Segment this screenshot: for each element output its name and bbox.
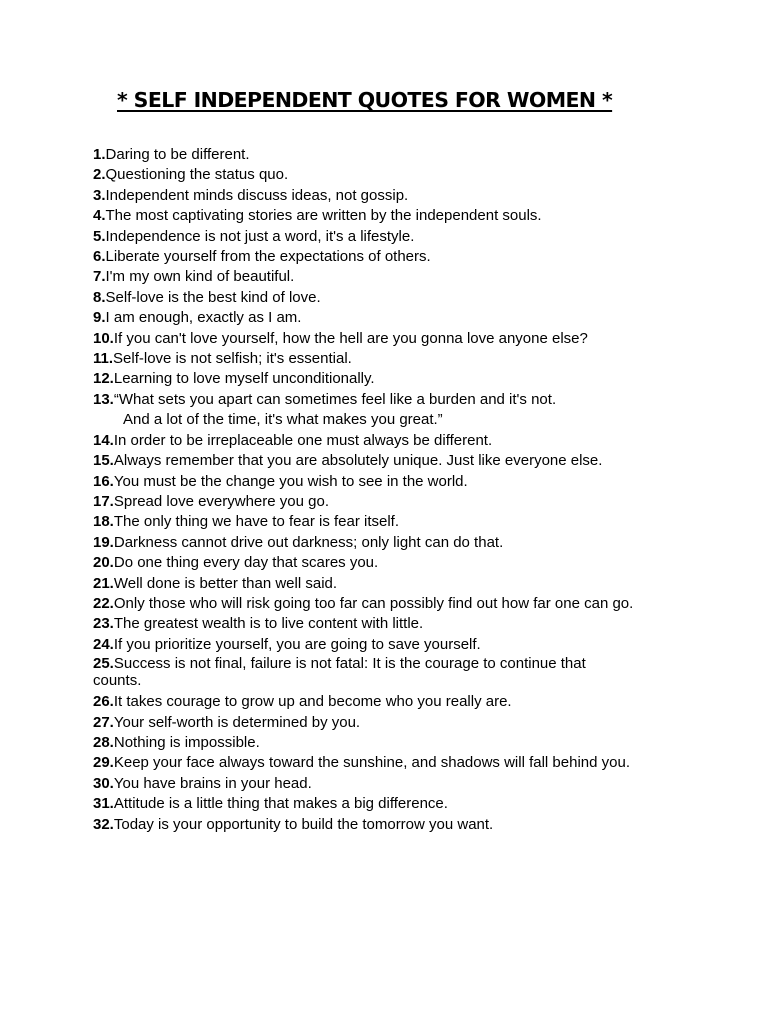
quote-item xyxy=(93,512,673,532)
quote-number: 21. xyxy=(93,574,114,592)
quote-item xyxy=(93,655,673,689)
quote-number: 28. xyxy=(93,733,114,751)
quote-number: 7. xyxy=(93,268,106,286)
quote-item xyxy=(93,451,673,471)
quote-number: 18. xyxy=(93,513,114,531)
quote-text: It takes courage to grow up and become who you really are. xyxy=(113,693,512,711)
quote-text: Self-love is the best kind of love. xyxy=(105,288,321,306)
quote-text: If you prioritize yourself, you are going to save yourself. xyxy=(113,635,481,653)
quote-text: Liberate yourself from the expectations of others. xyxy=(105,248,431,266)
quote-item xyxy=(93,431,673,451)
quote-continuation: And a lot of the time, it's what makes you great.” xyxy=(123,411,443,429)
quote-item xyxy=(93,492,673,512)
quote-item xyxy=(93,794,673,814)
quote-text: Daring to be different. xyxy=(105,146,250,163)
quote-text: “What sets you apart can sometimes feel like a burden and it's not. xyxy=(113,390,557,408)
quote-item xyxy=(93,227,673,247)
quote-text: Questioning the status quo. xyxy=(105,166,289,184)
quote-number: 32. xyxy=(93,815,114,833)
quote-text: Only those who will risk going too far can possibly find out how far one can go. xyxy=(113,594,634,612)
quote-text: Attitude is a little thing that makes a big difference. xyxy=(113,795,448,813)
quote-item xyxy=(93,390,673,431)
quote-number: 20. xyxy=(93,554,114,572)
quote-text: The most captivating stories are written by the independent souls. xyxy=(105,207,542,225)
quote-number: 24. xyxy=(93,635,114,653)
quote-text: Learning to love myself unconditionally. xyxy=(113,370,375,388)
quote-item xyxy=(93,733,673,753)
quote-number: 29. xyxy=(93,754,114,772)
quote-number: 17. xyxy=(93,492,114,510)
quote-item xyxy=(93,533,673,553)
quote-item xyxy=(93,472,673,492)
quote-text: Always remember that you are absolutely unique. Just like everyone else. xyxy=(113,452,603,470)
quote-text: Spread love everywhere you go. xyxy=(113,492,329,510)
quote-item xyxy=(93,753,673,773)
quote-number: 12. xyxy=(93,370,114,388)
quote-number: 23. xyxy=(93,615,114,633)
quote-text: I am enough, exactly as I am. xyxy=(105,309,302,327)
quote-item xyxy=(93,165,673,185)
quote-text: If you can't love yourself, how the hell are you gonna love anyone else? xyxy=(113,329,588,347)
quote-text: You have brains in your head. xyxy=(113,774,312,792)
quote-text: Success is not final, failure is not fatal: It is the courage to continue that xyxy=(113,655,586,673)
quote-number: 1. xyxy=(93,146,106,163)
quote-text: You must be the change you wish to see in the world. xyxy=(113,472,468,490)
quote-item xyxy=(93,692,673,712)
quote-item xyxy=(93,815,673,835)
quote-text: Well done is better than well said. xyxy=(113,574,338,592)
quote-number: 10. xyxy=(93,329,114,347)
quote-text: Do one thing every day that scares you. xyxy=(113,554,379,572)
quote-number: 26. xyxy=(93,693,114,711)
quote-number: 27. xyxy=(93,713,114,731)
quote-text: Independent minds discuss ideas, not gossip. xyxy=(105,186,409,204)
quote-item xyxy=(93,774,673,794)
quote-item xyxy=(93,186,673,206)
quote-number: 16. xyxy=(93,472,114,490)
document-title: * SELF INDEPENDENT QUOTES FOR WOMEN * xyxy=(117,88,613,112)
quote-text: Darkness cannot drive out darkness; only light can do that. xyxy=(113,533,504,551)
quote-text: Your self-worth is determined by you. xyxy=(113,713,361,731)
quote-item xyxy=(93,247,673,267)
quote-text: Keep your face always toward the sunshine, and shadows will fall behind you. xyxy=(113,754,630,772)
quote-text: The only thing we have to fear is fear itself. xyxy=(113,513,400,531)
quote-number: 5. xyxy=(93,227,106,245)
quote-item xyxy=(93,329,673,349)
quote-number: 15. xyxy=(93,452,114,470)
quote-text: Nothing is impossible. xyxy=(113,733,260,751)
quote-number: 22. xyxy=(93,594,114,612)
quote-text: Independence is not just a word, it's a lifestyle. xyxy=(105,227,415,245)
quote-item xyxy=(93,206,673,226)
quote-item xyxy=(93,308,673,328)
quote-item xyxy=(93,553,673,573)
quote-continuation: counts. xyxy=(93,672,142,690)
quote-number: 4. xyxy=(93,207,106,225)
quote-item xyxy=(93,288,673,308)
quote-text: Self-love is not selfish; it's essential. xyxy=(113,350,352,368)
quote-number: 6. xyxy=(93,248,106,266)
quote-number: 30. xyxy=(93,774,114,792)
quote-number: 31. xyxy=(93,795,114,813)
quote-number: 25. xyxy=(93,655,114,673)
quote-item xyxy=(93,713,673,733)
quote-number: 8. xyxy=(93,288,106,306)
quote-number: 3. xyxy=(93,186,106,204)
quote-text: Today is your opportunity to build the tomorrow you want. xyxy=(113,815,494,833)
quote-item xyxy=(93,594,673,614)
quote-number: 14. xyxy=(93,431,114,449)
quote-number: 2. xyxy=(93,166,106,184)
quote-text: I'm my own kind of beautiful. xyxy=(105,268,295,286)
quote-number: 13. xyxy=(93,390,114,408)
quote-item xyxy=(93,635,673,655)
quote-number: 19. xyxy=(93,533,114,551)
quote-item xyxy=(93,267,673,287)
quote-item xyxy=(93,145,673,165)
quote-text: In order to be irreplaceable one must always be different. xyxy=(113,431,493,449)
quote-item xyxy=(93,349,673,369)
quote-item xyxy=(93,614,673,634)
quote-number: 9. xyxy=(93,309,106,327)
quote-item xyxy=(93,369,673,389)
quote-number: 11. xyxy=(93,350,114,368)
quote-text: The greatest wealth is to live content with little. xyxy=(113,615,424,633)
quote-item xyxy=(93,574,673,594)
quote-list xyxy=(93,145,673,835)
